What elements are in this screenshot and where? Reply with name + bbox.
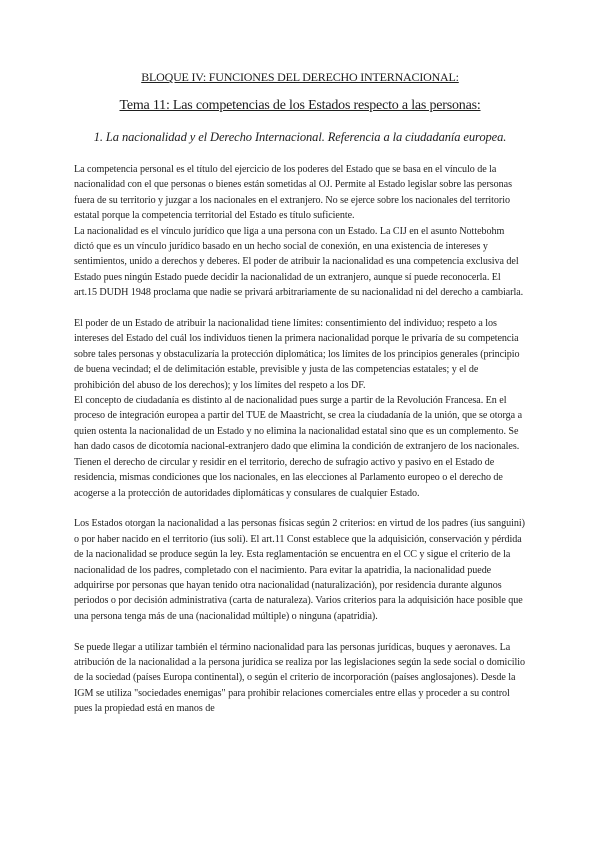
section-title: 1. La nacionalidad y el Derecho Internacional. Referencia a la ciudadanía europea. xyxy=(93,130,507,144)
paragraph: El poder de un Estado de atribuir la nacionalidad tiene límites: consentimiento del individuo; respeto a los intereses del Estado del cuál los individuos tienen la primera nacionalidad porque le privaría de su competencia sobre tales personas y obstaculizaría la protección diplomática; los límites de los principios generales (principio de buena vecindad; el de delimitación estable, previsible y justa de las competencias estatales; y el de prohibición del abuso de los derechos); y los límites del respeto a los DF. xyxy=(74,318,520,391)
topic-title: Tema 11: Las competencias de los Estados respecto a las personas: xyxy=(119,98,481,113)
paragraph: Se puede llegar a utilizar también el término nacionalidad para las personas jurídicas, buques y aeronaves. La atribución de la nacionalidad a la persona jurídica se realiza por las legislaciones según la sede social o domicilio de la sociedad (países Europa continental), o según el criterio de incorporación (países anglosajones). Desde la IGM se utiliza "sociedades enemigas" para prohibir relaciones comerciales entre ellas y proceder a su control pues la propiedad está en manos de xyxy=(74,641,526,715)
document-body xyxy=(74,162,526,717)
block-title: BLOQUE IV: FUNCIONES DEL DERECHO INTERNACIONAL: xyxy=(141,70,459,84)
paragraph: La nacionalidad es el vínculo jurídico que liga a una persona con un Estado. La CIJ en el asunto Nottebohm dictó que es un vínculo jurídico basado en un hecho social de conexión, en una existencia de intereses y sentimientos, unido a derechos y deberes. El poder de atribuir la nacionalidad es una competencia exclusiva del Estado pues ningún Estado puede decidir la nacionalidad de un extranjero, aunque sí puede reconocerla. El art.15 DUDH 1948 proclama que nadie se privará arbitrariamente de su nacionalidad ni del derecho a cambiarla. xyxy=(74,225,524,299)
paragraph: Los Estados otorgan la nacionalidad a las personas físicas según 2 criterios: en virtud de los padres (ius sanguini) o por haber nacido en el territorio (ius soli). El art.11 Const establece que la adquisición, conservación y pérdida de la nacionalidad se produce según la ley. Esta reglamentación se encuentra en el CC y sigue el criterio de la nacionalidad de los padres, completado con el nacimiento. Para evitar la apatridia, la nacionalidad puede adquirirse por personas que hayan tenido otra nacionalidad (naturalización), por residencia durante algunos periodos o por decisión administrativa (carta de naturaleza). Varios criterios para la adquisición hace posible que una persona tenga más de una (nacionalidad múltiple) o ninguna (apatridia). xyxy=(74,518,525,622)
paragraph: La competencia personal es el título del ejercicio de los poderes del Estado que se basa en el vínculo de la nacionalidad con el que personas o bienes están sometidas al OJ. Permite al Estado legislar sobre las personas fuera de su territorio y juzgar a los nacionales en el extranjero. No se ejerce sobre los nacionales del territorio estatal porque la competencia territorial del Estado es título suficiente. xyxy=(74,164,512,222)
paragraph: El concepto de ciudadanía es distinto al de nacionalidad pues surge a partir de la Revolución Francesa. En el proceso de integración europea a partir del TUE de Maastricht, se crea la ciudadanía de la unión, que se otorga a quien ostenta la nacionalidad de un Estado y no elimina la nacionalidad estatal sino que es un complemento. Se han dado casos de dicotomía nacional-extranjero dado que elimina la condición de extranjero de los nacionales. Tienen el derecho de circular y residir en el territorio, derecho de sufragio activo y pasivo en el Estado de residencia, mismas condiciones que los nacionales, en las elecciones al Parlamento europeo o el derecho de acogerse a la protección de autoridades diplomáticas y consulares de cualquier Estado. xyxy=(74,395,523,499)
